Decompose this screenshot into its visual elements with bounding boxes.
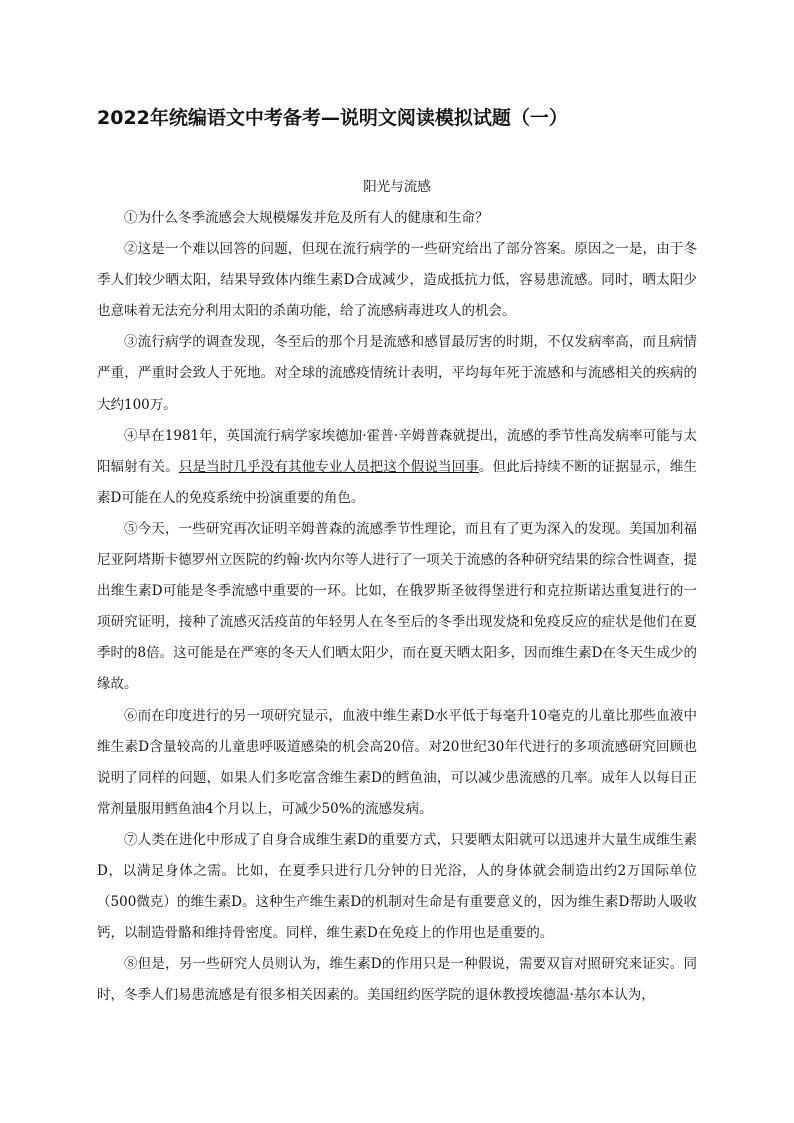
- article-body: [97, 203, 697, 1011]
- paragraph-7: ⑦人类在进化中形成了自身合成维生素D的重要方式，只要晒太阳就可以迅速并大量生成维生素D，以满足身体之需。比如，在夏季只进行几分钟的日光浴，人的身体就会制造出约2万国际单位（500微克）的维生素D。这种生产维生素D的机制对生命是有重要意义的，因为维生素D帮助人吸收钙，以制造骨骼和维持骨密度。同样，维生素D在免疫上的作用也是重要的。: [97, 831, 697, 942]
- paragraph-8: ⑧但是，另一些研究人员则认为，维生素D的作用只是一种假说，需要双盲对照研究来证实。同时，冬季人们易患流感是有很多相关因素的。美国纽约医学院的退休教授埃德温·基尔本认为，: [97, 956, 697, 1004]
- paragraph-3: ③流行病学的调查发现，冬至后的那个月是流感和感冒最厉害的时期，不仅发病率高，而且病情严重，严重时会致人于死地。对全球的流感疫情统计表明，平均每年死于流感和与流感相关的疾病的大约100万。: [97, 334, 697, 413]
- paragraph-4-text-before: ④早在1981年，英国流行病学家埃德加·霍普·辛姆普森就提出，流感的季节性高发病率可能与太阳辐射有关。: [97, 427, 697, 475]
- paragraph-5: ⑤今天，一些研究再次证明辛姆普森的流感季节性理论，而且有了更为深入的发现。美国加利福尼亚阿塔斯卡德罗州立医院的约翰·坎内尔等人进行了一项关于流感的各种研究结果的综合性调查，提出维生素D可能是冬季流感中重要的一环。比如，在俄罗斯圣彼得堡进行和克拉斯诺达重复进行的一项研究证明，接种了流感灭活疫苗的年轻男人在冬至后的冬季出现发烧和免疫反应的症状是他们在夏季时的8倍。这可能是在严寒的冬天人们晒太阳少，而在夏天晒太阳多，因而维生素D在冬天生成少的缘故。: [97, 520, 697, 693]
- article-title: 阳光与流感: [363, 179, 431, 195]
- paragraph-6: ⑥而在印度进行的另一项研究显示，血液中维生素D水平低于每毫升10毫克的儿童比那些血液中维生素D含量较高的儿童患呼吸道感染的机会高20倍。对20世纪30年代进行的多项流感研究回顾也说明了同样的问题，如果人们多吃富含维生素D的鳕鱼油，可以减少患流感的几率。成年人以每日正常剂量服用鳕鱼油4个月以上，可减少50%的流感发病。: [97, 707, 697, 817]
- paragraph-1: ①为什么冬季流感会大规模爆发并危及所有人的健康和生命？: [124, 210, 489, 226]
- document-title: 2022年统编语文中考备考—说明文阅读模拟试题（一）: [97, 107, 568, 129]
- paragraph-4: [97, 421, 697, 514]
- paragraph-2: ②这是一个难以回答的问题，但现在流行病学的一些研究给出了部分答案。原因之一是，由于冬季人们较少晒太阳，结果导致体内维生素D合成减少，造成抵抗力低，容易患流感。同时，晒太阳少也意味着无法充分利用太阳的杀菌功能，给了流感病毒进攻人的机会。: [97, 241, 697, 320]
- paragraph-4-text-after: 。但此后持续不断的证据显示，维生素D可能在人的免疫系统中扮演重要的角色。: [97, 458, 698, 506]
- underlined-sentence: 只是当时几乎没有其他专业人员把这个假说当回事: [178, 458, 479, 475]
